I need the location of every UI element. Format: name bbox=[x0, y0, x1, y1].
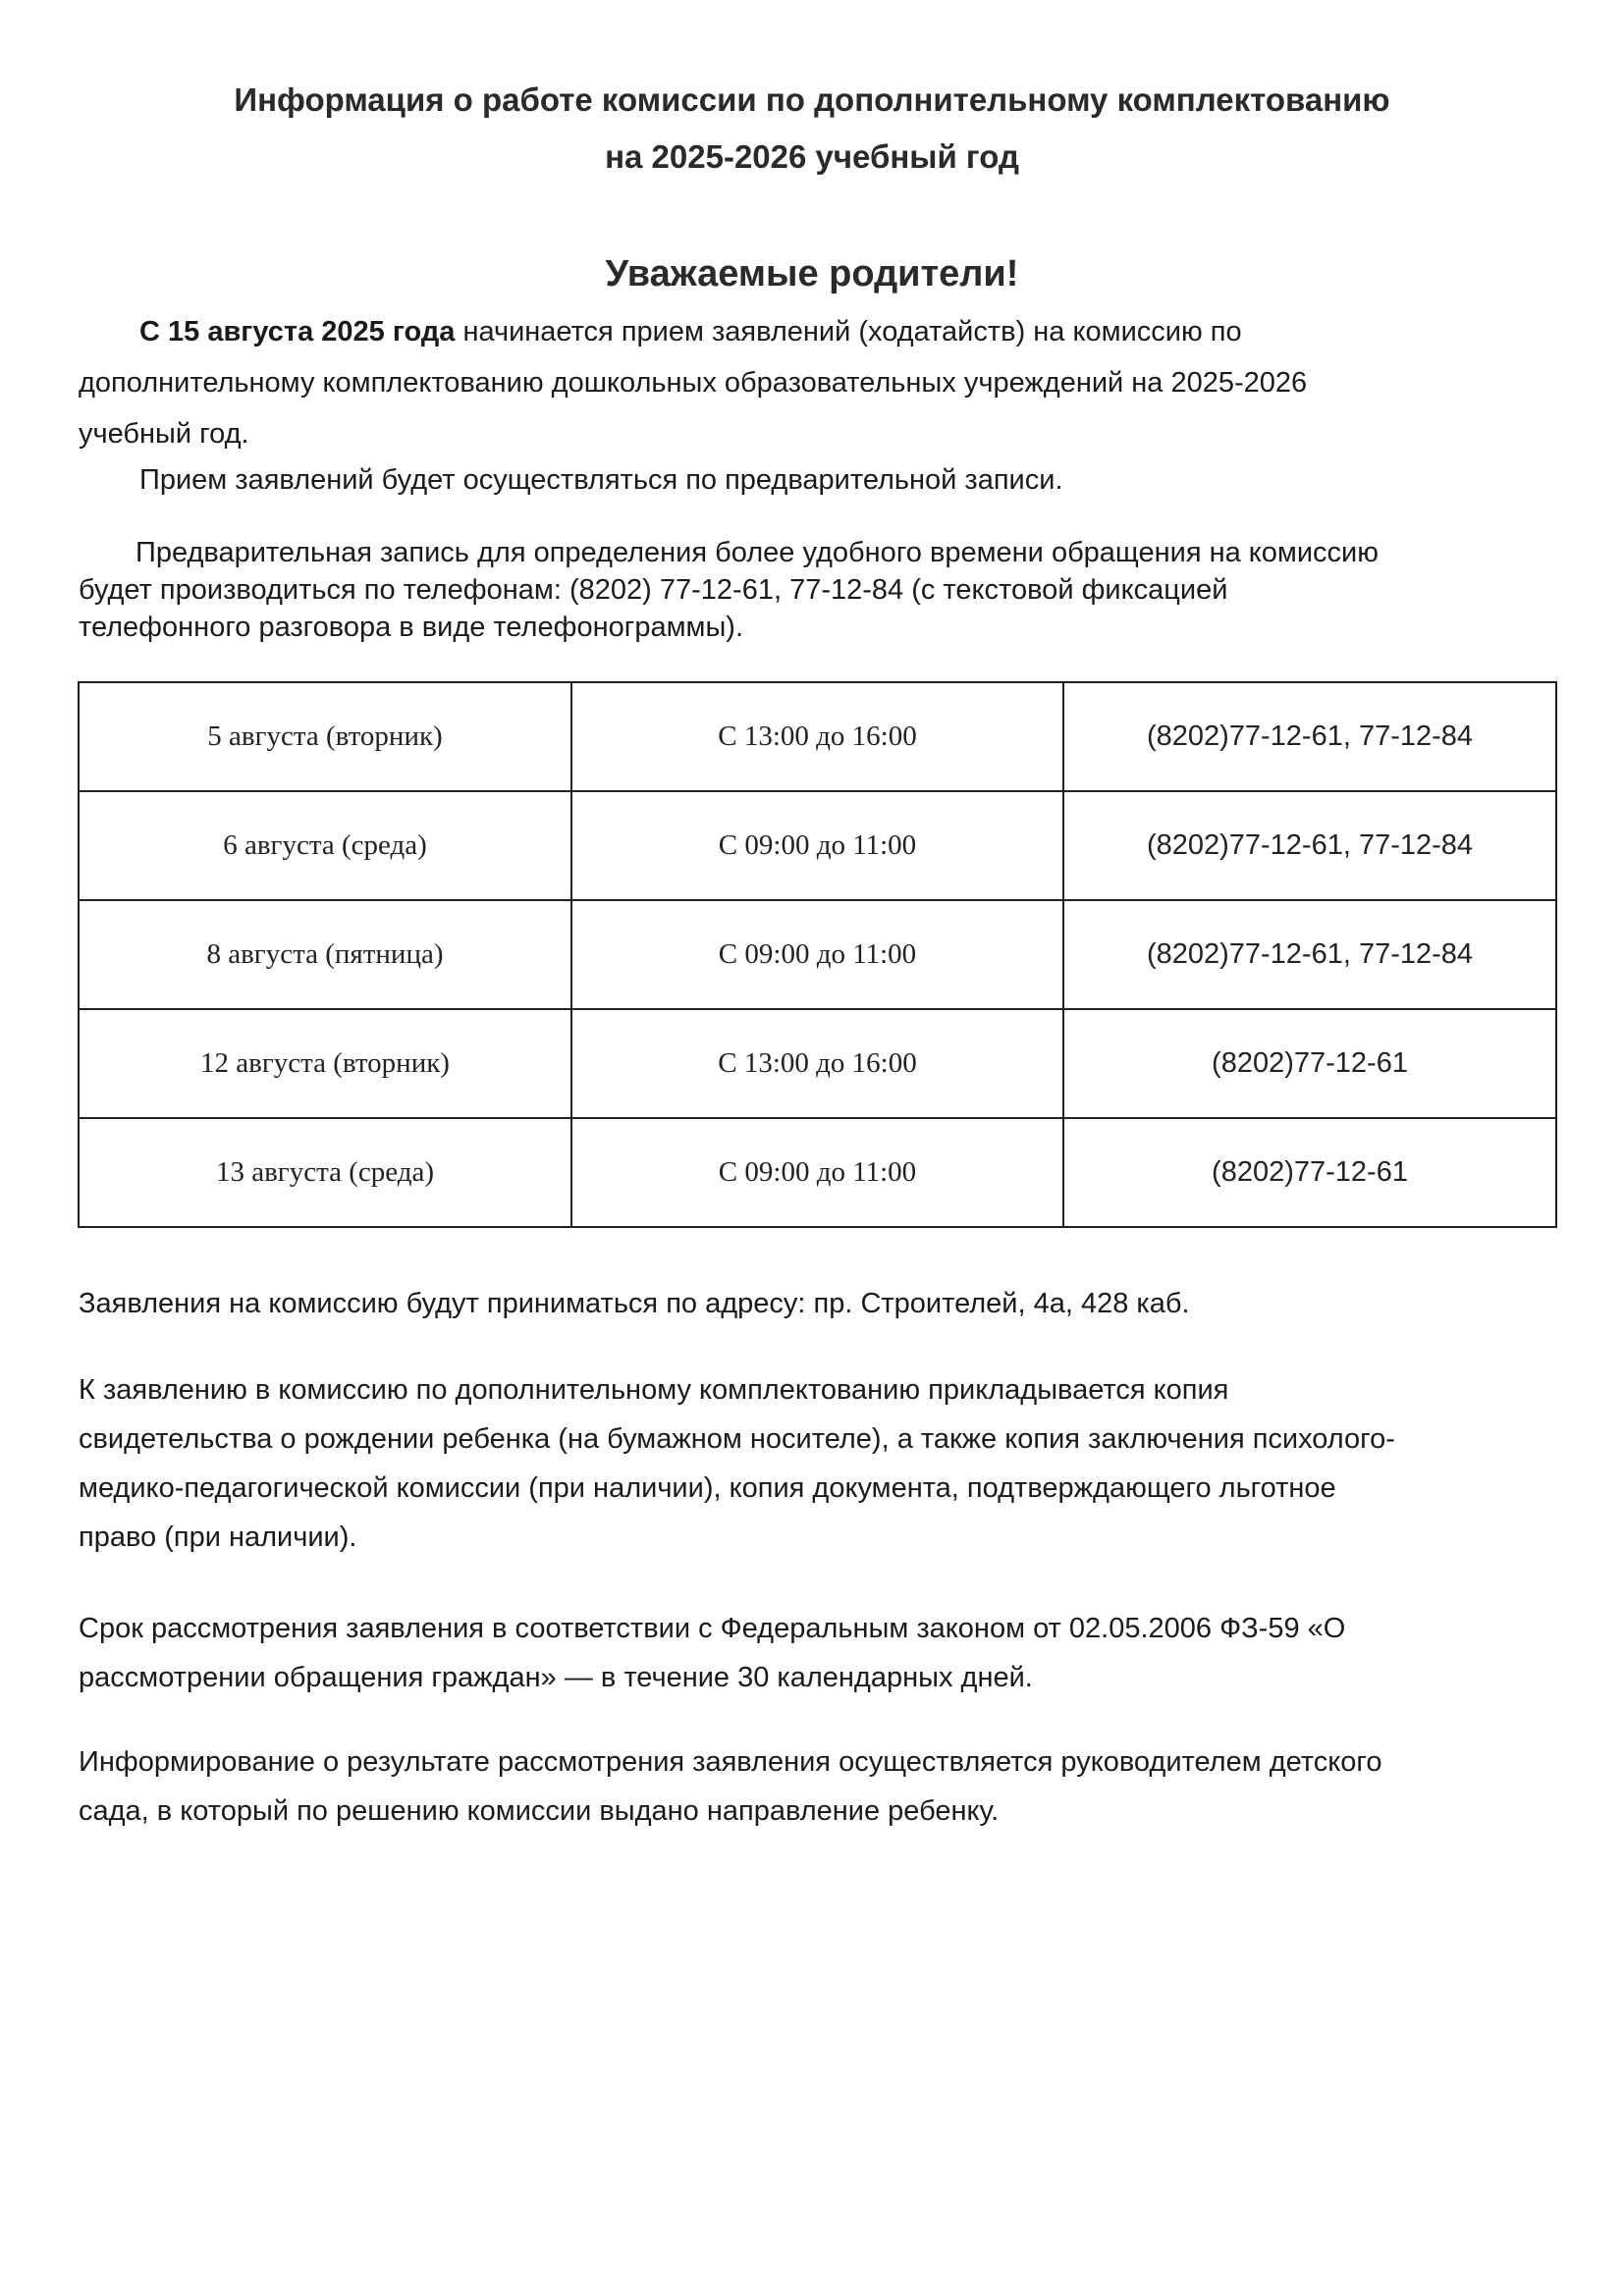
table-row bbox=[79, 791, 1556, 900]
table-row bbox=[79, 1009, 1556, 1118]
schedule-time-cell: С 09:00 до 11:00 bbox=[571, 1118, 1063, 1227]
schedule-time-cell: С 09:00 до 11:00 bbox=[571, 791, 1063, 900]
phone-line-1 bbox=[79, 534, 1551, 571]
intro-start-date: С 15 августа 2025 года bbox=[139, 316, 456, 347]
term-line-1: Срок рассмотрения заявления в соответствии с Федеральным законом от 02.05.2006 ФЗ-59 «О bbox=[79, 1613, 1346, 1644]
term-line-2: рассмотрении обращения граждан» — в течение 30 календарных дней. bbox=[79, 1662, 1033, 1693]
phone-line-2: будет производиться по телефонам: (8202) 77-12-61, 77-12-84 (с текстовой фиксацией bbox=[79, 574, 1228, 606]
schedule-time-cell: С 09:00 до 11:00 bbox=[571, 900, 1063, 1009]
schedule-date-cell: 8 августа (пятница) bbox=[79, 900, 571, 1009]
attachments-line-3: медико-педагогической комиссии (при наличии), копия документа, подтверждающего льготное bbox=[79, 1472, 1336, 1504]
schedule-phone-cell: (8202)77-12-61, 77-12-84 bbox=[1063, 900, 1556, 1009]
intro-line-1 bbox=[79, 306, 1551, 357]
table-row bbox=[79, 1118, 1556, 1227]
appointment-text: Прием заявлений будет осуществляться по предварительной записи. bbox=[139, 464, 1063, 496]
schedule-date-cell: 5 августа (вторник) bbox=[79, 682, 571, 791]
intro-line-3: учебный год. bbox=[79, 418, 249, 450]
intro-paragraph bbox=[79, 306, 1551, 459]
intro-line-2: дополнительному комплектованию дошкольных образовательных учреждений на 2025-2026 bbox=[79, 367, 1308, 399]
schedule-date-cell: 13 августа (среда) bbox=[79, 1118, 571, 1227]
schedule-time-cell: С 13:00 до 16:00 bbox=[571, 1009, 1063, 1118]
schedule-table bbox=[78, 681, 1557, 1228]
schedule-phone-cell: (8202)77-12-61, 77-12-84 bbox=[1063, 682, 1556, 791]
attachments-line-4: право (при наличии). bbox=[79, 1522, 357, 1553]
phone-paragraph bbox=[79, 534, 1551, 646]
attachments-paragraph bbox=[79, 1365, 1551, 1562]
inform-line-2: сада, в который по решению комиссии выдано направление ребенку. bbox=[79, 1795, 1000, 1827]
phone-line-3: телефонного разговора в виде телефонограммы). bbox=[79, 612, 744, 643]
schedule-date-cell: 12 августа (вторник) bbox=[79, 1009, 571, 1118]
document-title-line-2: на 2025-2026 учебный год bbox=[605, 138, 1019, 175]
schedule-phone-cell: (8202)77-12-61 bbox=[1063, 1118, 1556, 1227]
attachments-line-2: свидетельства о рождении ребенка (на бумажном носителе), а также копия заключения психолого- bbox=[79, 1423, 1395, 1455]
intro-line-1-text: начинается прием заявлений (ходатайств) на комиссию по bbox=[455, 316, 1242, 347]
term-paragraph bbox=[79, 1604, 1551, 1702]
phone-line-1-text: Предварительная запись для определения более удобного времени обращения на комиссию bbox=[135, 537, 1380, 568]
attachments-line-1: К заявлению в комиссию по дополнительному комплектованию прикладывается копия bbox=[79, 1374, 1229, 1406]
table-row bbox=[79, 682, 1556, 791]
schedule-time-cell: С 13:00 до 16:00 bbox=[571, 682, 1063, 791]
schedule-date-cell: 6 августа (среда) bbox=[79, 791, 571, 900]
table-row bbox=[79, 900, 1556, 1009]
address-paragraph: Заявления на комиссию будут приниматься по адресу: пр. Строителей, 4а, 428 каб. bbox=[79, 1288, 1190, 1319]
document-title-line-1: Информация о работе комиссии по дополнительному комплектованию bbox=[234, 81, 1390, 118]
schedule-phone-cell: (8202)77-12-61, 77-12-84 bbox=[1063, 791, 1556, 900]
inform-line-1: Информирование о результате рассмотрения заявления осуществляется руководителем детского bbox=[79, 1746, 1382, 1778]
schedule-phone-cell: (8202)77-12-61 bbox=[1063, 1009, 1556, 1118]
appointment-paragraph bbox=[79, 454, 1551, 506]
greeting-heading: Уважаемые родители! bbox=[605, 253, 1019, 294]
inform-paragraph bbox=[79, 1737, 1551, 1836]
